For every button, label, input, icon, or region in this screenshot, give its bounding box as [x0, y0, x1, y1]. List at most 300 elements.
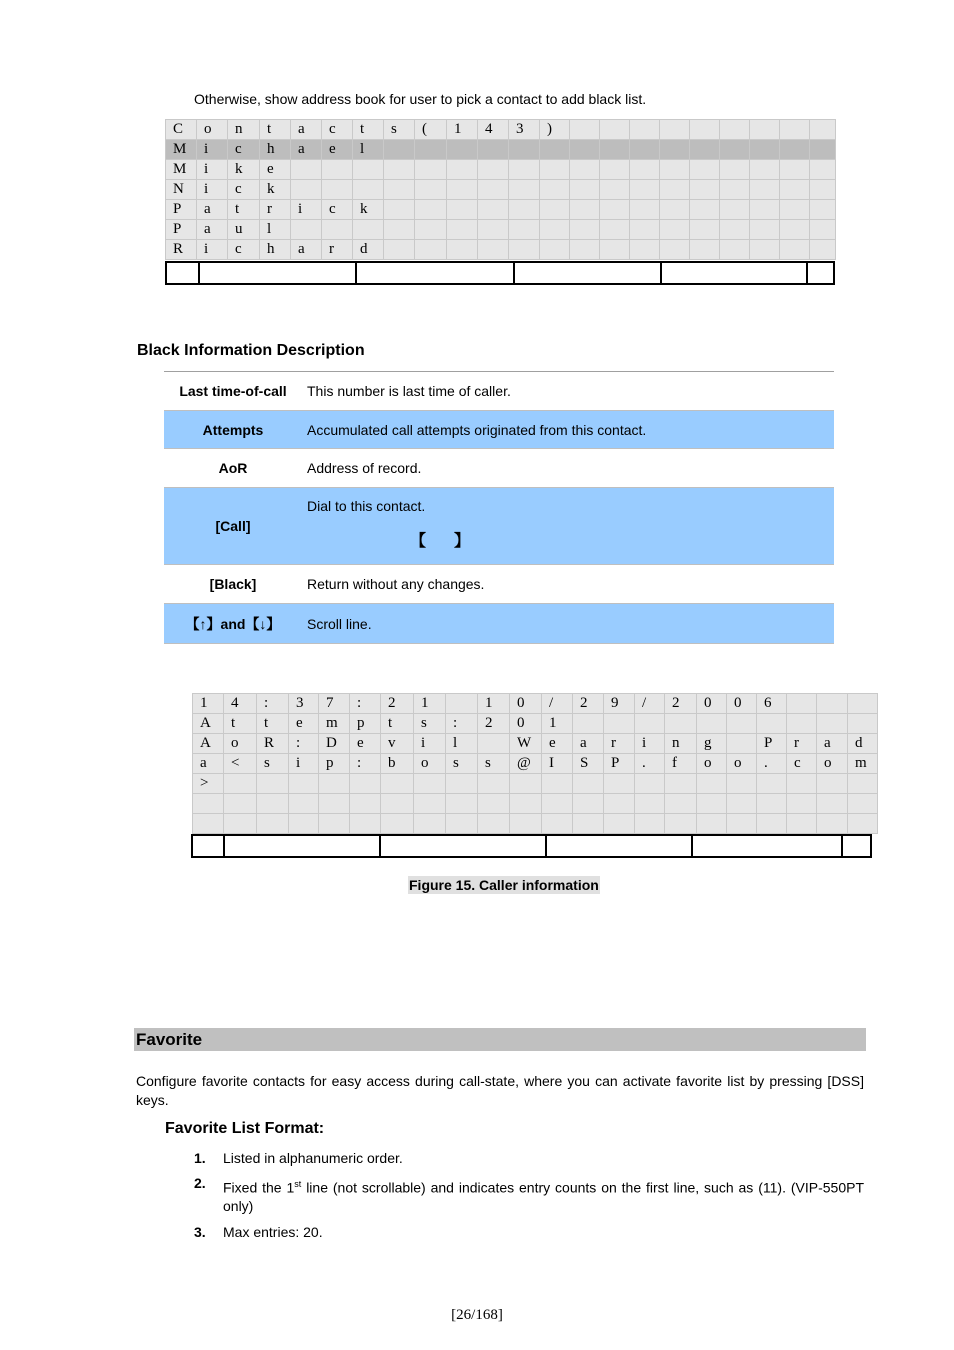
lcd-cell: [750, 180, 780, 200]
lcd-row: [193, 754, 878, 774]
lcd-cell: [690, 160, 720, 180]
lcd-cell: [630, 240, 660, 260]
lcd-cell: M: [166, 160, 197, 180]
lcd-cell: P: [757, 734, 787, 754]
softkey-slot[interactable]: [546, 835, 692, 857]
lcd-cell: 4: [478, 120, 509, 140]
lcd-cell: [478, 240, 509, 260]
lcd-cell: [289, 774, 319, 794]
lcd-cell: [660, 160, 690, 180]
lcd-cell: [757, 714, 787, 734]
softkey-slot[interactable]: [166, 262, 199, 284]
lcd-cell: [787, 714, 817, 734]
lcd-cell: [447, 200, 478, 220]
lcd-cell: 1: [478, 694, 510, 714]
list-text: Max entries: 20.: [223, 1224, 323, 1240]
lcd-cell: [630, 180, 660, 200]
lcd-cell: [720, 220, 750, 240]
lcd-cell: [660, 180, 690, 200]
lcd-cell: 0: [510, 714, 542, 734]
lcd-cell: [665, 774, 697, 794]
lcd-cell: k: [260, 180, 291, 200]
lcd-cell: [447, 160, 478, 180]
lcd-cell: ): [540, 120, 570, 140]
black-info-heading: Black Information Description: [137, 342, 365, 359]
lcd-cell: [319, 814, 350, 834]
list-item: [194, 1224, 323, 1240]
lcd-cell: [600, 120, 630, 140]
lcd-cell: 1: [542, 714, 573, 734]
desc-value: Accumulated call attempts originated from this contact.: [302, 411, 834, 449]
lcd-cell: a: [573, 734, 604, 754]
lcd-cell: [193, 814, 224, 834]
lcd-cell: e: [350, 734, 381, 754]
lcd-cell: [727, 794, 757, 814]
desc-row: [164, 565, 834, 604]
lcd-cell: u: [228, 220, 260, 240]
lcd-cell: 2: [573, 694, 604, 714]
lcd-cell: [291, 180, 322, 200]
lcd-cell: 2: [478, 714, 510, 734]
lcd-cell: M: [166, 140, 197, 160]
lcd-cell: [478, 734, 510, 754]
lcd-cell: [600, 160, 630, 180]
lcd-cell: [350, 794, 381, 814]
lcd-cell: (: [415, 120, 447, 140]
lcd-row: [166, 200, 836, 220]
lcd-cell: [600, 180, 630, 200]
lcd-cell: [727, 734, 757, 754]
lcd-cell: [322, 180, 353, 200]
lcd-cell: [635, 774, 665, 794]
lcd-cell: a: [197, 200, 228, 220]
lcd-cell: <: [224, 754, 257, 774]
lcd-cell: e: [289, 714, 319, 734]
lcd-cell: .: [757, 754, 787, 774]
lcd-cell: [353, 220, 384, 240]
lcd-cell: c: [228, 180, 260, 200]
figure-caption: Figure 15. Caller information: [409, 877, 599, 893]
lcd-cell: [542, 814, 573, 834]
lcd-cell: [509, 200, 540, 220]
lcd-cell: [414, 794, 446, 814]
lcd-cell: A: [193, 734, 224, 754]
softkey-slot[interactable]: [380, 835, 546, 857]
lcd-cell: [509, 240, 540, 260]
lcd-cell: [350, 814, 381, 834]
lcd-cell: [750, 160, 780, 180]
lcd-cell: [665, 814, 697, 834]
contact-list-screen: [165, 119, 836, 260]
lcd-cell: s: [384, 120, 415, 140]
lcd-cell: A: [193, 714, 224, 734]
lcd-cell: t: [224, 714, 257, 734]
lcd-cell: [570, 240, 600, 260]
lcd-cell: C: [166, 120, 197, 140]
lcd-cell: [384, 140, 415, 160]
lcd-cell: [381, 814, 414, 834]
lcd-cell: [787, 774, 817, 794]
lcd-cell: [478, 220, 509, 240]
lcd-cell: [414, 774, 446, 794]
lcd-cell: 2: [381, 694, 414, 714]
lcd-cell: [697, 714, 727, 734]
lcd-cell: [570, 200, 600, 220]
lcd-cell: s: [257, 754, 289, 774]
lcd-cell: [630, 200, 660, 220]
lcd-cell: l: [353, 140, 384, 160]
lcd-cell: [757, 774, 787, 794]
lcd-cell: [446, 694, 478, 714]
lcd-cell: r: [322, 240, 353, 260]
lcd-cell: i: [197, 160, 228, 180]
lcd-cell: v: [381, 734, 414, 754]
lcd-cell: P: [604, 754, 635, 774]
lcd-cell: [660, 240, 690, 260]
lcd-cell: [780, 200, 810, 220]
lcd-cell: [630, 140, 660, 160]
lcd-cell: [720, 140, 750, 160]
lcd-cell: [690, 220, 720, 240]
lcd-cell: [848, 794, 878, 814]
lcd-row: [166, 240, 836, 260]
lcd-cell: [810, 200, 836, 220]
desc-key: AoR: [218, 460, 248, 476]
lcd-cell: [542, 774, 573, 794]
lcd-cell: [750, 200, 780, 220]
lcd-cell: [600, 220, 630, 240]
list-item: [194, 1175, 864, 1215]
lcd-cell: /: [542, 694, 573, 714]
lcd-cell: [848, 714, 878, 734]
lcd-cell: [384, 160, 415, 180]
lcd-cell: [540, 240, 570, 260]
lcd-cell: [447, 180, 478, 200]
lcd-cell: [810, 180, 836, 200]
lcd-cell: [478, 140, 509, 160]
lcd-cell: [848, 774, 878, 794]
lcd-cell: [478, 160, 509, 180]
softkey-slot[interactable]: [842, 835, 871, 857]
lcd-cell: [600, 200, 630, 220]
lcd-cell: d: [848, 734, 878, 754]
lcd-cell: c: [322, 120, 353, 140]
lcd-cell: n: [228, 120, 260, 140]
lcd-cell: [322, 220, 353, 240]
lcd-cell: [750, 140, 780, 160]
lcd-cell: [573, 794, 604, 814]
lcd-cell: [478, 774, 510, 794]
lcd-cell: o: [414, 754, 446, 774]
lcd-cell: c: [787, 754, 817, 774]
lcd-cell: t: [353, 120, 384, 140]
lcd-cell: [319, 774, 350, 794]
lcd-cell: d: [353, 240, 384, 260]
softkey-slot[interactable]: [692, 835, 842, 857]
desc-value-text: Dial to this contact.: [307, 498, 426, 514]
lcd-cell: [381, 774, 414, 794]
lcd-cell: @: [510, 754, 542, 774]
lcd-row-selected: [166, 140, 836, 160]
desc-row: [164, 449, 834, 488]
list-text-part: Fixed the 1: [223, 1179, 295, 1196]
lcd-cell: [604, 794, 635, 814]
lcd-cell: [690, 240, 720, 260]
lcd-cell: R: [166, 240, 197, 260]
desc-value: Address of record.: [307, 460, 422, 476]
desc-row: [164, 411, 834, 449]
lcd-cell: [757, 814, 787, 834]
lcd-cell: i: [635, 734, 665, 754]
lcd-cell: [690, 180, 720, 200]
lcd-cell: c: [228, 140, 260, 160]
lcd-cell: D: [319, 734, 350, 754]
lcd-cell: 1: [447, 120, 478, 140]
lcd-cell: [697, 814, 727, 834]
desc-value: [302, 488, 834, 565]
lcd-cell: [291, 160, 322, 180]
lcd-cell: [224, 814, 257, 834]
lcd-cell: [322, 160, 353, 180]
lcd-cell: [570, 220, 600, 240]
lcd-cell: k: [228, 160, 260, 180]
lcd-cell: [257, 814, 289, 834]
lcd-cell: [540, 160, 570, 180]
lcd-cell: [848, 814, 878, 834]
lcd-cell: [720, 180, 750, 200]
desc-key: [Call]: [164, 488, 302, 565]
lcd-cell: [665, 714, 697, 734]
lcd-cell: [540, 220, 570, 240]
lcd-cell: o: [224, 734, 257, 754]
lcd-cell: [720, 240, 750, 260]
lcd-cell: [720, 200, 750, 220]
lcd-row: [193, 814, 878, 834]
lcd-cell: o: [727, 754, 757, 774]
lcd-cell: :: [446, 714, 478, 734]
lcd-cell: p: [350, 714, 381, 734]
caller-softkey-bar: [191, 834, 872, 858]
lcd-cell: [381, 794, 414, 814]
lcd-row: [193, 734, 878, 754]
lcd-cell: [415, 240, 447, 260]
lcd-cell: [780, 120, 810, 140]
lcd-cell: p: [319, 754, 350, 774]
lcd-cell: a: [817, 734, 848, 754]
favorite-paragraph: Configure favorite contacts for easy access during call-state, where you can activate favorite list by pressing [DSS] keys.: [136, 1073, 864, 1108]
lcd-cell: [780, 220, 810, 240]
lcd-cell: e: [322, 140, 353, 160]
lcd-cell: [446, 774, 478, 794]
contact-softkey-bar: [165, 261, 835, 285]
lcd-cell: [660, 120, 690, 140]
lcd-cell: [690, 120, 720, 140]
lcd-cell: i: [197, 180, 228, 200]
lcd-cell: [630, 220, 660, 240]
lcd-cell: a: [291, 240, 322, 260]
lcd-cell: [570, 140, 600, 160]
lcd-cell: [697, 774, 727, 794]
lcd-cell: [690, 200, 720, 220]
lcd-cell: h: [260, 240, 291, 260]
lcd-cell: k: [353, 200, 384, 220]
lcd-cell: [660, 140, 690, 160]
lcd-cell: [600, 140, 630, 160]
lcd-cell: m: [848, 754, 878, 774]
ordinal-suffix: st: [294, 1179, 302, 1189]
lcd-cell: [697, 794, 727, 814]
lcd-cell: [447, 220, 478, 240]
lcd-cell: t: [260, 120, 291, 140]
lcd-cell: 1: [414, 694, 446, 714]
lcd-cell: [289, 794, 319, 814]
lcd-cell: [319, 794, 350, 814]
softkey-bracket: 【】: [410, 533, 499, 550]
lcd-cell: [446, 794, 478, 814]
lcd-cell: [573, 814, 604, 834]
lcd-cell: i: [197, 140, 228, 160]
lcd-cell: [257, 774, 289, 794]
softkey-slot[interactable]: [192, 835, 224, 857]
lcd-cell: [817, 714, 848, 734]
lcd-cell: I: [542, 754, 573, 774]
lcd-cell: [660, 220, 690, 240]
lcd-cell: [787, 794, 817, 814]
lcd-cell: [573, 714, 604, 734]
lcd-cell: [193, 794, 224, 814]
lcd-cell: [570, 160, 600, 180]
list-text: [223, 1175, 864, 1215]
lcd-cell: [350, 774, 381, 794]
lcd-cell: [509, 180, 540, 200]
lcd-cell: [817, 814, 848, 834]
lcd-cell: o: [197, 120, 228, 140]
lcd-cell: [447, 240, 478, 260]
lcd-cell: [787, 814, 817, 834]
lcd-cell: e: [542, 734, 573, 754]
lcd-cell: [384, 180, 415, 200]
lcd-cell: [289, 814, 319, 834]
softkey-slot[interactable]: [356, 262, 514, 284]
lcd-cell: :: [350, 694, 381, 714]
lcd-cell: s: [414, 714, 446, 734]
lcd-cell: [384, 220, 415, 240]
lcd-cell: [509, 140, 540, 160]
desc-value: Scroll line.: [302, 604, 834, 644]
lcd-cell: [600, 240, 630, 260]
lcd-row: [166, 180, 836, 200]
lcd-cell: [478, 180, 509, 200]
softkey-slot[interactable]: [514, 262, 661, 284]
lcd-cell: h: [260, 140, 291, 160]
lcd-cell: [810, 140, 836, 160]
lcd-cell: [291, 220, 322, 240]
lcd-cell: .: [635, 754, 665, 774]
section-title: Favorite: [134, 1028, 866, 1051]
lcd-cell: [224, 794, 257, 814]
lcd-cell: [540, 180, 570, 200]
lcd-row: [193, 774, 878, 794]
softkey-slot[interactable]: [661, 262, 807, 284]
lcd-cell: n: [665, 734, 697, 754]
lcd-cell: [510, 814, 542, 834]
lcd-cell: r: [787, 734, 817, 754]
lcd-cell: [635, 814, 665, 834]
lcd-cell: [446, 814, 478, 834]
lcd-cell: [720, 160, 750, 180]
lcd-cell: P: [166, 220, 197, 240]
lcd-cell: /: [635, 694, 665, 714]
lcd-cell: [780, 180, 810, 200]
lcd-cell: 9: [604, 694, 635, 714]
lcd-cell: i: [291, 200, 322, 220]
lcd-cell: [750, 240, 780, 260]
lcd-row: [193, 714, 878, 734]
lcd-cell: N: [166, 180, 197, 200]
lcd-cell: [384, 240, 415, 260]
lcd-cell: [787, 694, 817, 714]
lcd-cell: :: [289, 734, 319, 754]
lcd-cell: 0: [510, 694, 542, 714]
lcd-cell: [604, 714, 635, 734]
list-number: 1.: [194, 1150, 206, 1166]
lcd-cell: [415, 220, 447, 240]
lcd-cell: [690, 140, 720, 160]
lcd-cell: >: [193, 774, 224, 794]
lcd-cell: [817, 774, 848, 794]
softkey-slot[interactable]: [199, 262, 356, 284]
lcd-cell: o: [817, 754, 848, 774]
lcd-cell: [353, 180, 384, 200]
lcd-cell: b: [381, 754, 414, 774]
lcd-cell: [478, 794, 510, 814]
lcd-cell: [635, 794, 665, 814]
desc-key: Attempts: [164, 411, 302, 449]
softkey-slot[interactable]: [807, 262, 834, 284]
lcd-cell: [353, 160, 384, 180]
lcd-cell: l: [260, 220, 291, 240]
lcd-cell: [415, 140, 447, 160]
lcd-cell: [415, 200, 447, 220]
lcd-cell: [478, 814, 510, 834]
lcd-cell: a: [291, 120, 322, 140]
lcd-cell: [257, 794, 289, 814]
lcd-cell: [727, 814, 757, 834]
lcd-cell: [510, 794, 542, 814]
lcd-cell: :: [257, 694, 289, 714]
lcd-cell: [630, 120, 660, 140]
caller-info-screen: [192, 693, 878, 834]
lcd-cell: [224, 774, 257, 794]
list-number: 3.: [194, 1224, 206, 1240]
list-text-part: line (not scrollable) and indicates entry counts on the first line, such as (11). (VIP-550PT only): [223, 1179, 864, 1214]
lcd-row: [166, 220, 836, 240]
lcd-cell: R: [257, 734, 289, 754]
desc-value: This number is last time of caller.: [307, 383, 511, 399]
list-item: [194, 1150, 403, 1166]
lcd-cell: [570, 180, 600, 200]
lcd-cell: [817, 794, 848, 814]
lcd-cell: [509, 160, 540, 180]
softkey-slot[interactable]: [224, 835, 380, 857]
lcd-cell: s: [478, 754, 510, 774]
lcd-row: [193, 694, 878, 714]
lcd-cell: r: [604, 734, 635, 754]
lcd-cell: [478, 200, 509, 220]
lcd-cell: [415, 180, 447, 200]
lcd-cell: a: [193, 754, 224, 774]
desc-key: [Black]: [209, 576, 257, 592]
